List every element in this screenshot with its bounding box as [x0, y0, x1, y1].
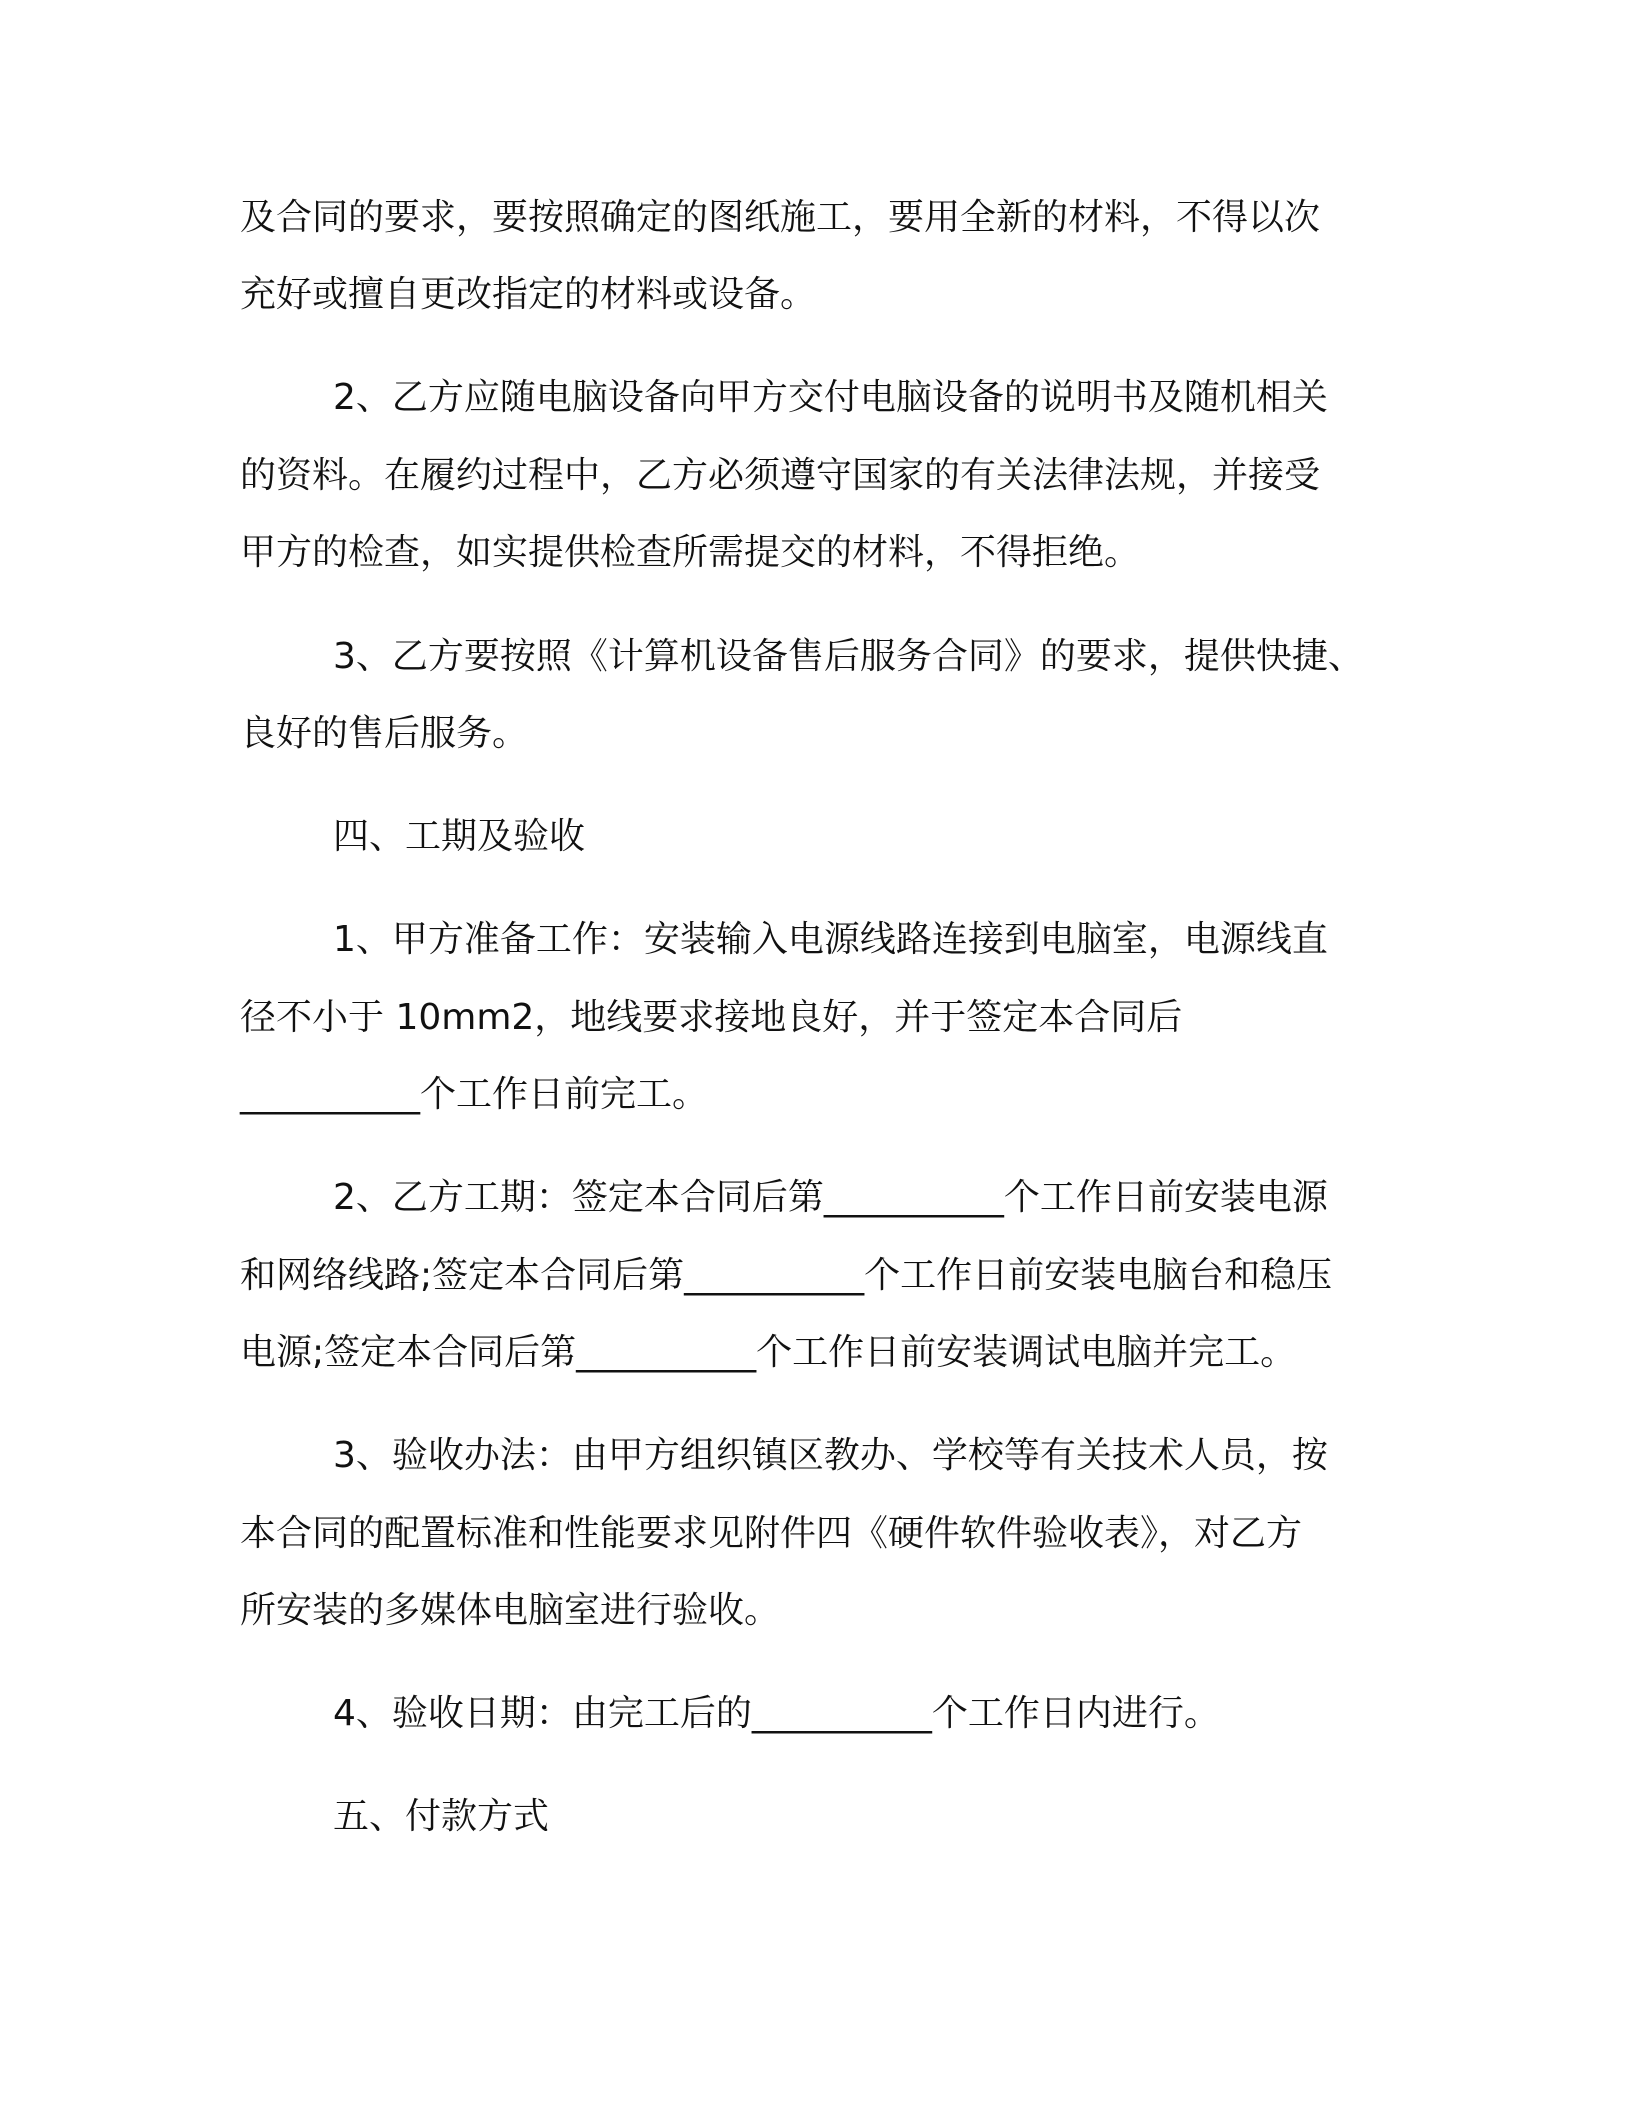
text-line: 良好的售后服务。	[240, 713, 529, 754]
text-line: 的资料。在履约过程中，乙方必须遵守国家的有关法律法规，并接受	[240, 455, 1321, 496]
section-heading: 四、工期及验收	[333, 816, 586, 857]
paragraph-first-line: 4、验收日期：由完工后的__________个工作日内进行。	[333, 1693, 1220, 1734]
section-heading: 五、付款方式	[333, 1796, 550, 1837]
text-line: 电源;签定本合同后第__________个工作日前安装调试电脑并完工。	[240, 1332, 1297, 1373]
text-line: __________个工作日前完工。	[240, 1074, 709, 1115]
paragraph-first-line: 2、乙方应随电脑设备向甲方交付电脑设备的说明书及随机相关	[333, 377, 1328, 418]
paragraph-first-line: 3、验收办法：由甲方组织镇区教办、学校等有关技术人员，按	[333, 1435, 1328, 1476]
text-line: 和网络线路;签定本合同后第__________个工作日前安装电脑台和稳压	[240, 1255, 1333, 1296]
text-line: 充好或擅自更改指定的材料或设备。	[240, 274, 817, 315]
text-line: 及合同的要求，要按照确定的图纸施工，要用全新的材料，不得以次	[240, 197, 1321, 238]
paragraph-first-line: 3、乙方要按照《计算机设备售后服务合同》的要求，提供快捷、	[333, 636, 1364, 677]
text-line: 甲方的检查，如实提供检查所需提交的材料，不得拒绝。	[240, 532, 1141, 573]
text-line: 所安装的多媒体电脑室进行验收。	[240, 1590, 781, 1631]
text-line: 径不小于 10mm2，地线要求接地良好，并于签定本合同后	[240, 997, 1183, 1038]
paragraph-first-line: 2、乙方工期：签定本合同后第__________个工作日前安装电源	[333, 1177, 1328, 1218]
text-line: 本合同的配置标准和性能要求见附件四《硬件软件验收表》，对乙方	[240, 1513, 1303, 1554]
paragraph-first-line: 1、甲方准备工作：安装输入电源线路连接到电脑室，电源线直	[333, 919, 1328, 960]
